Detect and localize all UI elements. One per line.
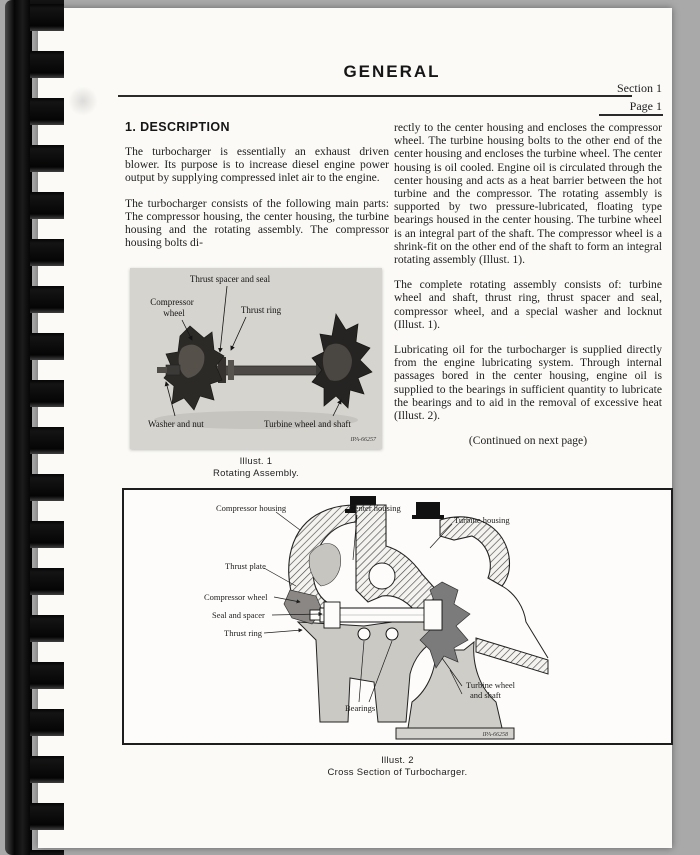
caption-line: Illust. 2 bbox=[381, 755, 414, 766]
caption-line: Illust. 1 bbox=[239, 456, 273, 467]
scan-artifact bbox=[68, 86, 98, 116]
page-number-rule bbox=[599, 114, 663, 116]
label-turbine-housing: Turbine housing bbox=[454, 515, 510, 525]
paragraph: The complete rotating assembly consists of: turbine wheel and shaft, thrust ring, thrust spacer and seal, compressor wheel, and a special washer and locknut (Illust. 1). bbox=[394, 278, 662, 331]
bolt-head bbox=[416, 502, 440, 516]
label-thrust-ring: Thrust ring bbox=[224, 628, 263, 638]
label-thrust-ring: Thrust ring bbox=[240, 305, 282, 315]
illustration-1-caption bbox=[130, 456, 382, 480]
leader-line bbox=[264, 630, 302, 633]
label-thrust-plate: Thrust plate bbox=[225, 561, 266, 571]
photo-code: IPA-66257 bbox=[350, 437, 376, 443]
description-heading: 1. DESCRIPTION bbox=[125, 120, 230, 134]
label-seal-and-spacer: Seal and spacer bbox=[212, 610, 265, 620]
turbine-outlet-flange bbox=[476, 638, 548, 674]
turbine-housing-outline bbox=[502, 586, 548, 658]
rotating-assembly-figure bbox=[130, 268, 382, 449]
label-washer-and-nut: Washer and nut bbox=[148, 419, 204, 429]
binding-spine bbox=[5, 0, 32, 855]
continued-note: (Continued on next page) bbox=[468, 434, 588, 448]
illustration-2-box bbox=[122, 488, 673, 745]
label-thrust-spacer-seal: Thrust spacer and seal bbox=[189, 274, 271, 284]
drawing-code: IPA-66258 bbox=[482, 732, 508, 738]
cross-section-figure bbox=[124, 490, 671, 743]
paragraph: Lubricating oil for the turbocharger is supplied directly from the engine lubricating system. Through internal passages bored in the center housing, engine oil is supplied to the bearings in sufficient quantity to lubricate the bearings and to aid in the removal of excessive heat (Illust. 2). bbox=[394, 343, 662, 423]
locknut bbox=[166, 365, 180, 375]
label-turbine-wheel-line1: Turbine wheel bbox=[466, 680, 516, 690]
label-compressor-wheel-line1: Compressor bbox=[150, 297, 194, 307]
caption-line: Rotating Assembly. bbox=[212, 468, 299, 479]
paragraph: The turbocharger is essentially an exhaust driven blower. Its purpose is to increase diesel engine power output by supplying compressed inlet air to the engine. bbox=[125, 145, 389, 185]
caption-line: Cross Section of Turbocharger. bbox=[327, 767, 468, 778]
label-turbine-wheel-shaft: Turbine wheel and shaft bbox=[264, 419, 351, 429]
bearing-right bbox=[386, 628, 398, 640]
illustration-1-photo bbox=[130, 268, 382, 449]
paragraph: The turbocharger consists of the following main parts: The compressor housing, the center housing, the turbine housing and the rotating assembly. The compressor housing bolts di- bbox=[125, 196, 389, 250]
oil-passage bbox=[369, 563, 395, 589]
label-compressor-wheel-line2: wheel bbox=[163, 308, 185, 318]
turbine-hub-section bbox=[424, 600, 442, 630]
label-center-housing: Center housing bbox=[349, 503, 401, 513]
leader-line bbox=[276, 512, 300, 530]
label-compressor-housing: Compressor housing bbox=[216, 503, 287, 513]
left-column bbox=[125, 145, 389, 261]
right-column bbox=[394, 121, 662, 447]
label-bearings: Bearings bbox=[345, 703, 376, 713]
illustration-2-caption bbox=[122, 755, 673, 779]
bearing-left bbox=[358, 628, 370, 640]
thrust-spacer-part bbox=[228, 360, 234, 380]
paragraph: rectly to the center housing and encloses the compressor wheel. The turbine housing bolts to the other end of the center housing and encloses the turbine wheel. The center housing is oil cooled. Engine oil is circulated through the center housing and acts as a heat barrier between the hot turbine and the compressor. The rotating assembly is supported by two pressure-lubricated, floating type bearings housed in the center housing. The turbine wheel is an integral part of the shaft. The compressor wheel is a shrink-fit on the other end of the shaft to form an integral rotating assembly (Illust. 1). bbox=[394, 121, 662, 267]
label-turbine-wheel-line2: and shaft bbox=[470, 690, 501, 700]
turbine-housing-shape bbox=[440, 517, 510, 586]
washer bbox=[157, 367, 167, 373]
page-title: GENERAL bbox=[343, 62, 441, 81]
page-number-label: Page 1 bbox=[629, 99, 662, 113]
section-label: Section 1 bbox=[617, 81, 662, 95]
shaft bbox=[210, 366, 322, 375]
seal-spacer-section bbox=[324, 602, 340, 628]
binding-comb-teeth bbox=[30, 0, 64, 855]
label-compressor-wheel: Compressor wheel bbox=[204, 592, 268, 602]
locknut-section bbox=[310, 610, 320, 620]
bolt-washer bbox=[412, 515, 444, 519]
